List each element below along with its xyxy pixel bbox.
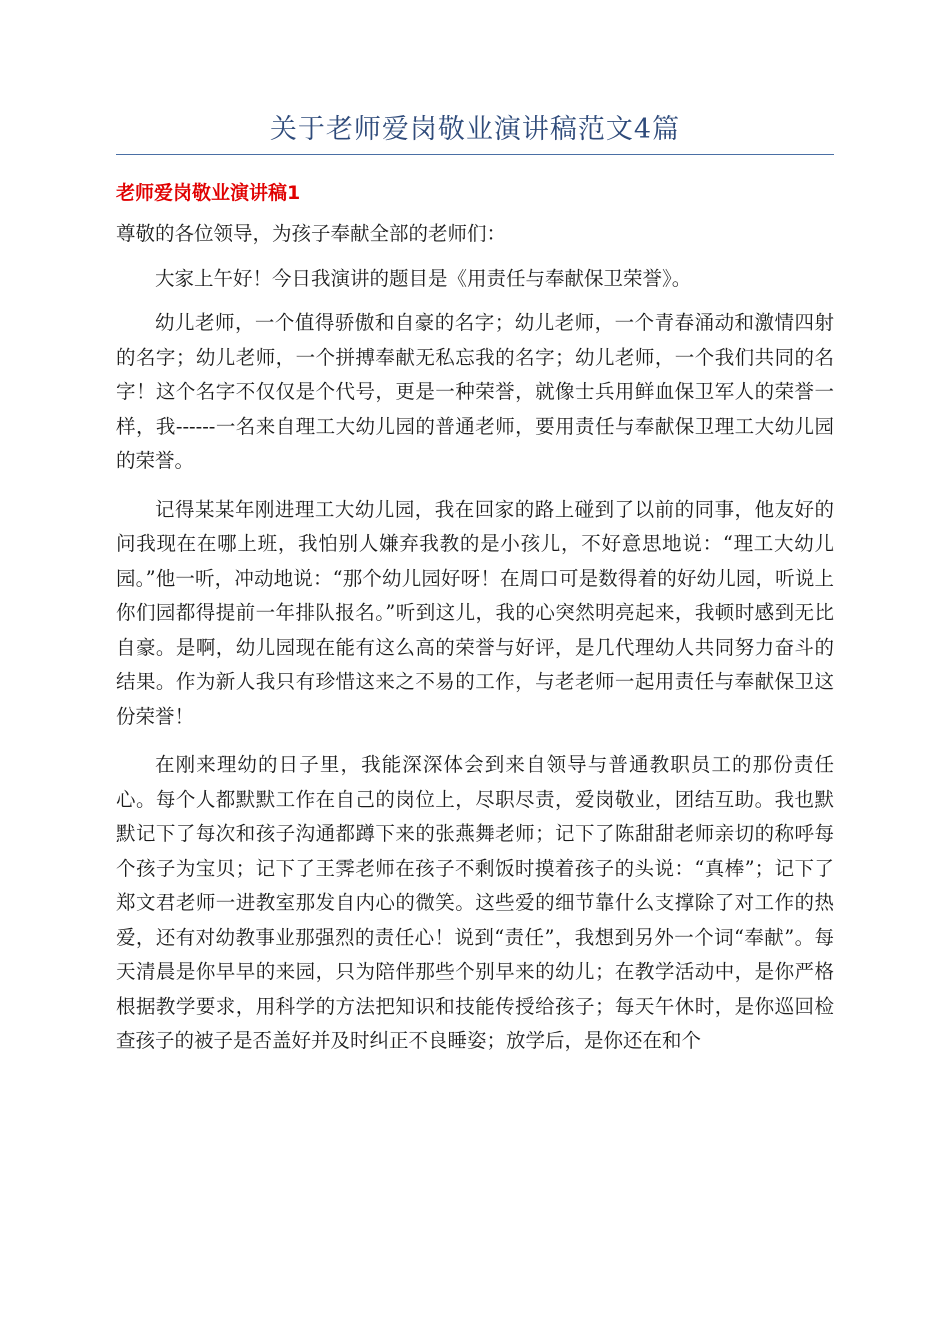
paragraph-4: 在刚来理幼的日子里，我能深深体会到来自领导与普通教职员工的那份责任心。每个人都默默工作在自己的岗位上，尽职尽责，爱岗敬业，团结互助。我也默默记下了每次和孩子沟通都蹲下来的张燕舞老师；记下了陈甜甜老师亲切的称呼每个孩子为宝贝；记下了王霁老师在孩子不剩饭时摸着孩子的头说：“真棒”；记下了郑文君老师一进教室那发自内心的微笑。这些爱的细节靠什么支撑除了对工作的热爱，还有对幼教事业那强烈的责任心！说到“责任”，我想到另外一个词“奉献”。每天清晨是你早早的来园，只为陪伴那些个别早来的幼儿；在教学活动中，是你严格根据教学要求，用科学的方法把知识和技能传授给孩子；每天午休时，是你巡回检查孩子的被子是否盖好并及时纠正不良睡姿；放学后，是你还在和个 [116, 753, 834, 1052]
salutation: 尊敬的各位领导，为孩子奉献全部的老师们： [116, 222, 507, 245]
section-heading: 老师爱岗敬业演讲稿1 [116, 182, 301, 204]
document-title: 关于老师爱岗敬业演讲稿范文4篇 [116, 110, 834, 155]
paragraph-1: 大家上午好！今日我演讲的题目是《用责任与奉献保卫荣誉》。 [155, 266, 692, 290]
paragraph-2: 幼儿老师，一个值得骄傲和自豪的名字；幼儿老师，一个青春涌动和激情四射的名字；幼儿老师，一个拼搏奉献无私忘我的名字；幼儿老师，一个我们共同的名字！这个名字不仅仅是个代号，更是一种荣誉，就像士兵用鲜血保卫军人的荣誉一样，我------一名来自理工大幼儿园的普通老师，要用责任与奉献保卫理工大幼儿园的荣誉。 [116, 311, 834, 472]
paragraph-3: 记得某某年刚进理工大幼儿园，我在回家的路上碰到了以前的同事，他友好的问我现在在哪上班，我怕别人嫌弃我教的是小孩儿，不好意思地说：“理工大幼儿园。”他一听，冲动地说：“那个幼儿园好呀！在周口可是数得着的好幼儿园，听说上你们园都得提前一年排队报名。”听到这儿，我的心突然明亮起来，我顿时感到无比自豪。是啊，幼儿园现在能有这么高的荣誉与好评，是几代理幼人共同努力奋斗的结果。作为新人我只有珍惜这来之不易的工作，与老老师一起用责任与奉献保卫这份荣誉！ [116, 497, 834, 728]
document-page [116, 110, 834, 1059]
